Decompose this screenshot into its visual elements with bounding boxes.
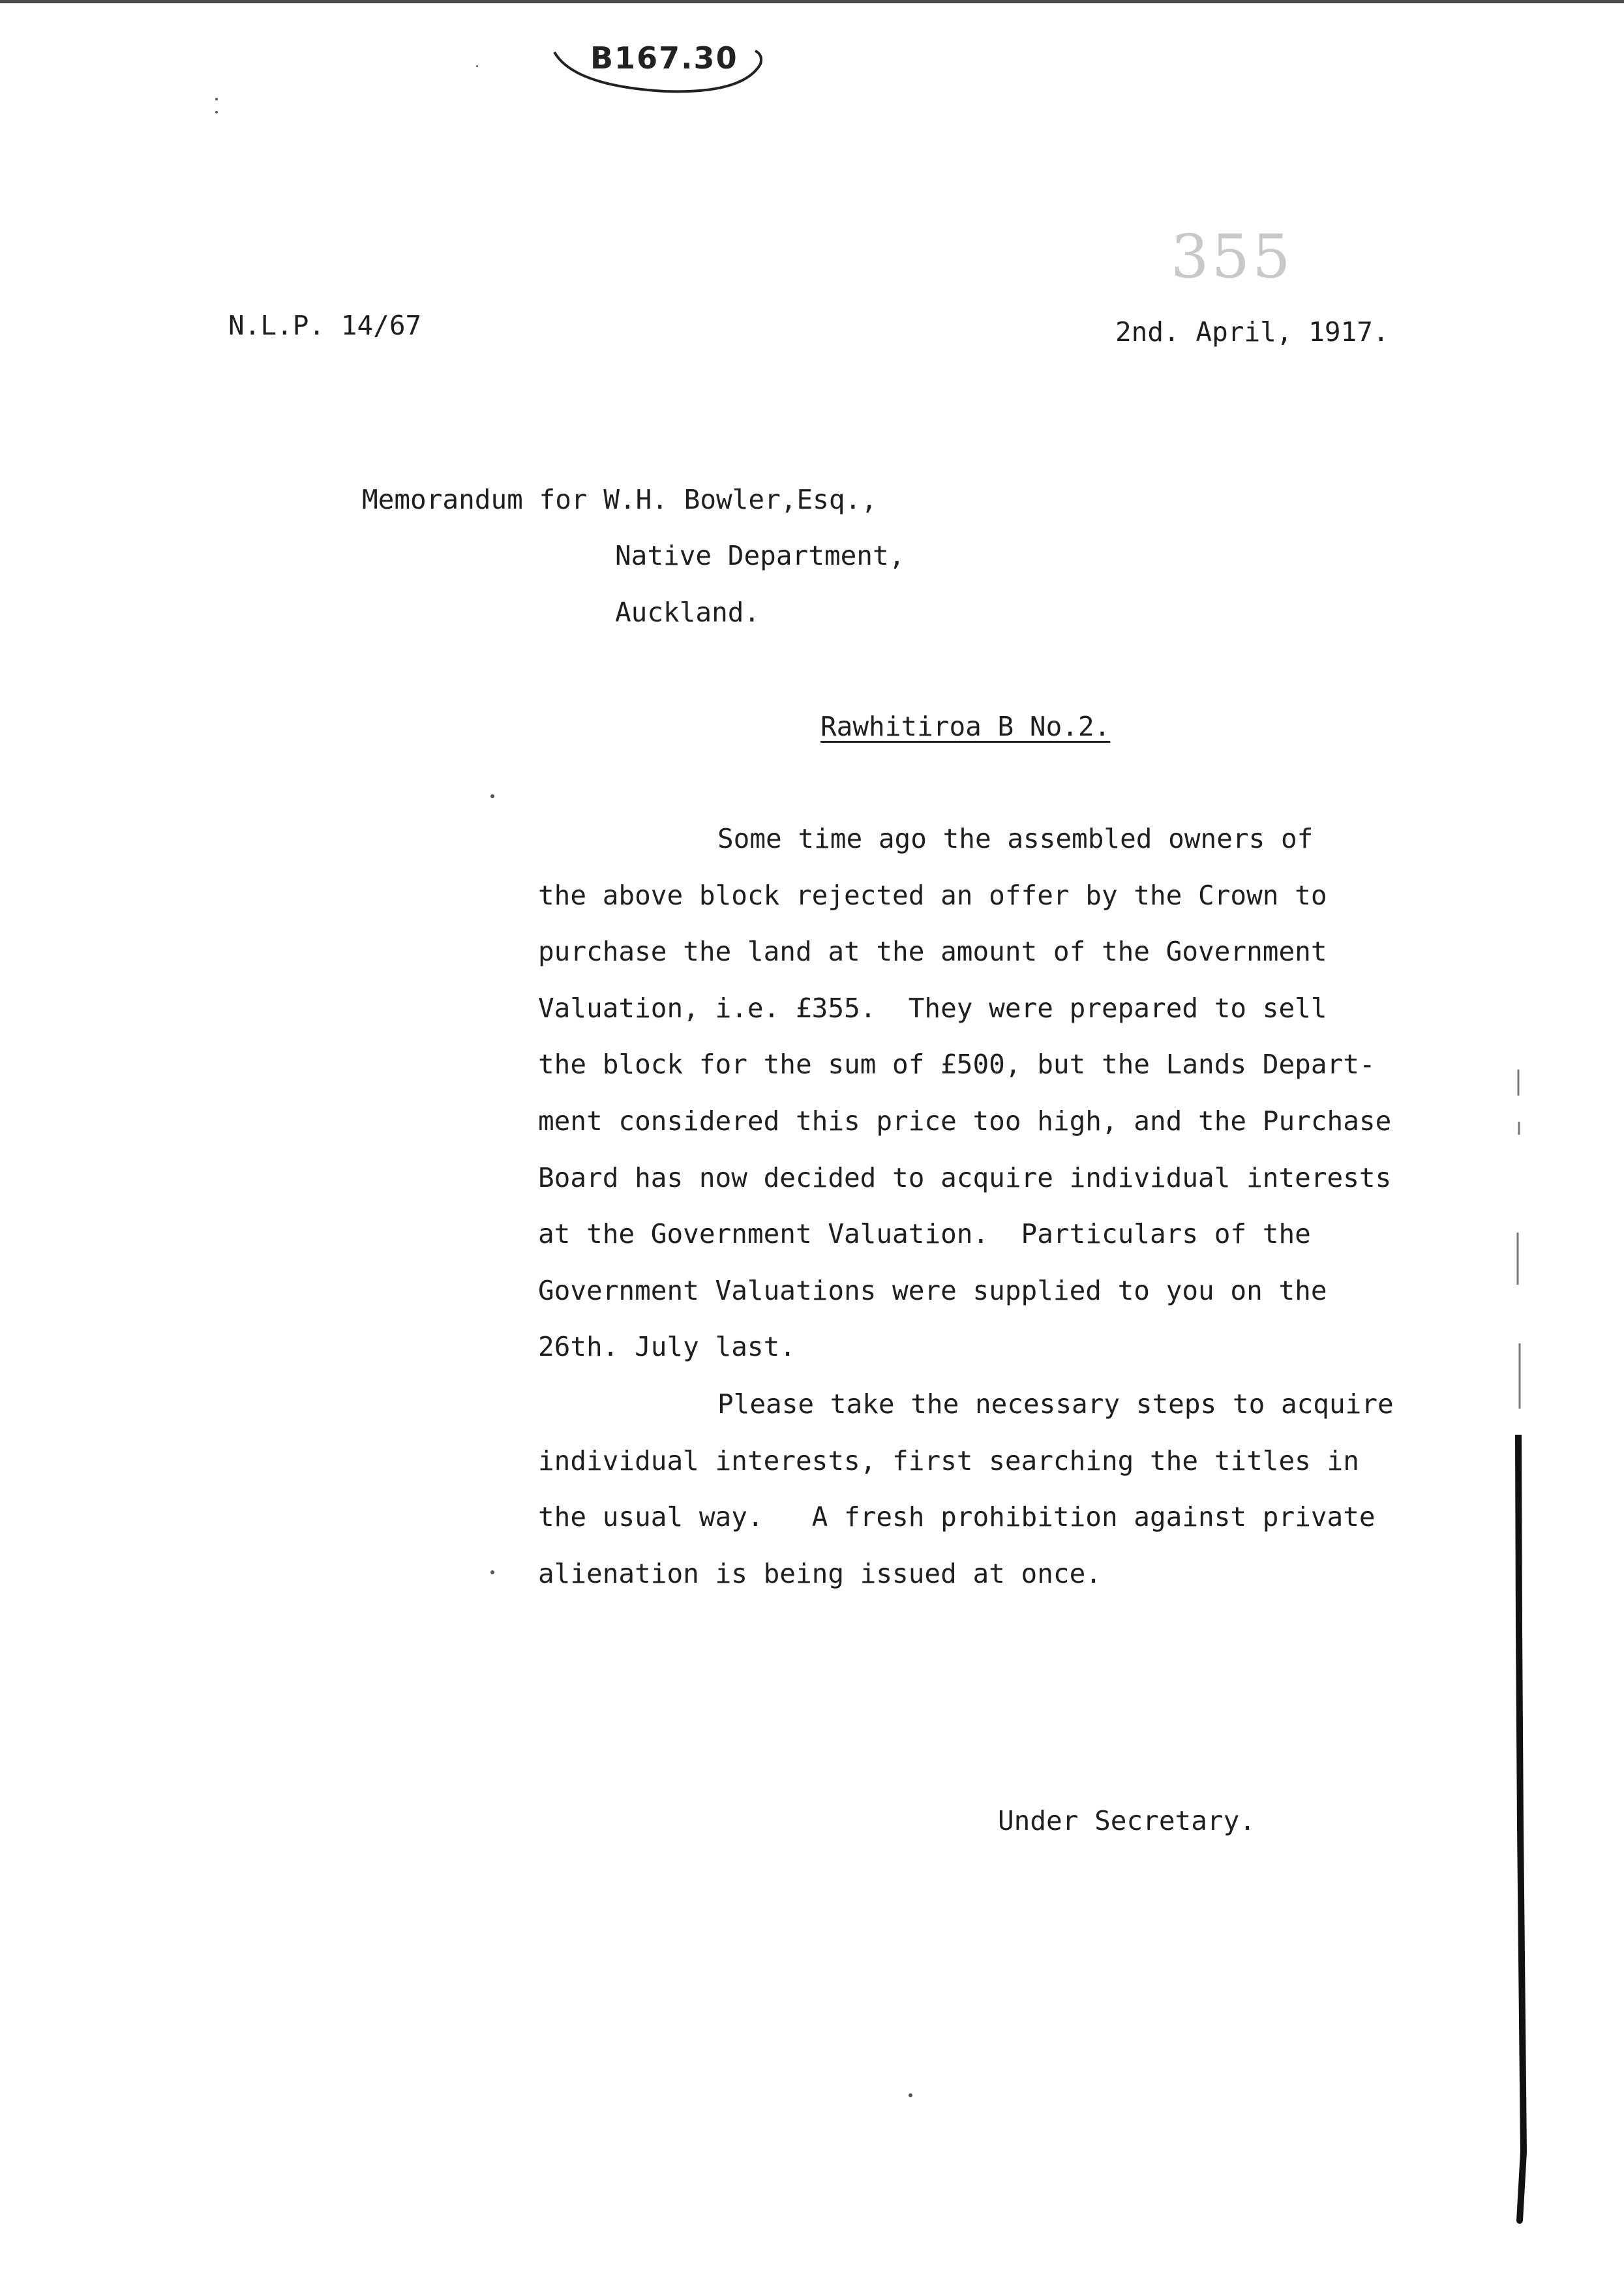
letter-date: 2nd. April, 1917.	[1115, 316, 1389, 348]
body-line: 26th. July last.	[538, 1331, 796, 1363]
body-line: purchase the land at the amount of the Government	[538, 936, 1327, 968]
scan-speck	[909, 2093, 912, 2097]
city-line: Auckland.	[615, 597, 760, 628]
body-line: ment considered this price too high, and the Purchase	[538, 1105, 1392, 1137]
scan-margin-mark	[1514, 1435, 1529, 2224]
scan-speck	[490, 794, 494, 798]
body-line: Government Valuations were supplied to you on the	[538, 1274, 1327, 1306]
body-line: Valuation, i.e. £355. They were prepared to sell	[538, 992, 1327, 1024]
body-line: Some time ago the assembled owners of	[717, 823, 1314, 854]
body-paragraph-2	[538, 1376, 1464, 1602]
signature-title: Under Secretary.	[998, 1805, 1256, 1836]
scan-top-edge	[0, 0, 1624, 3]
body-line: alienation is being issued at once.	[538, 1557, 1102, 1589]
body-line: the above block rejected an offer by the Crown to	[538, 879, 1327, 911]
scan-speck	[215, 111, 218, 113]
scan-margin-speckle	[1513, 1070, 1526, 1435]
body-line: Board has now decided to acquire individual interests	[538, 1161, 1392, 1193]
body-line: individual interests, first searching the titles in	[538, 1444, 1359, 1476]
body-line: at the Government Valuation. Particulars of the	[538, 1218, 1311, 1250]
subject-heading: Rawhitiroa B No.2.	[820, 711, 1111, 742]
body-line: Please take the necessary steps to acquire	[717, 1388, 1394, 1420]
folio-number: 355	[1171, 222, 1293, 292]
department-line: Native Department,	[615, 540, 905, 571]
body-line: the usual way. A fresh prohibition against private	[538, 1501, 1376, 1533]
scan-speck	[490, 1570, 494, 1574]
reference-number: N.L.P. 14/67	[228, 310, 422, 341]
body-line: the block for the sum of £500, but the Lands Depart-	[538, 1049, 1376, 1081]
scan-speck	[476, 65, 478, 67]
addressee-line: Memorandum for W.H. Bowler,Esq.,	[362, 484, 877, 515]
body-paragraph-1	[538, 811, 1464, 1375]
stamp-text: B167.30	[590, 40, 738, 76]
scan-speck	[215, 98, 218, 100]
